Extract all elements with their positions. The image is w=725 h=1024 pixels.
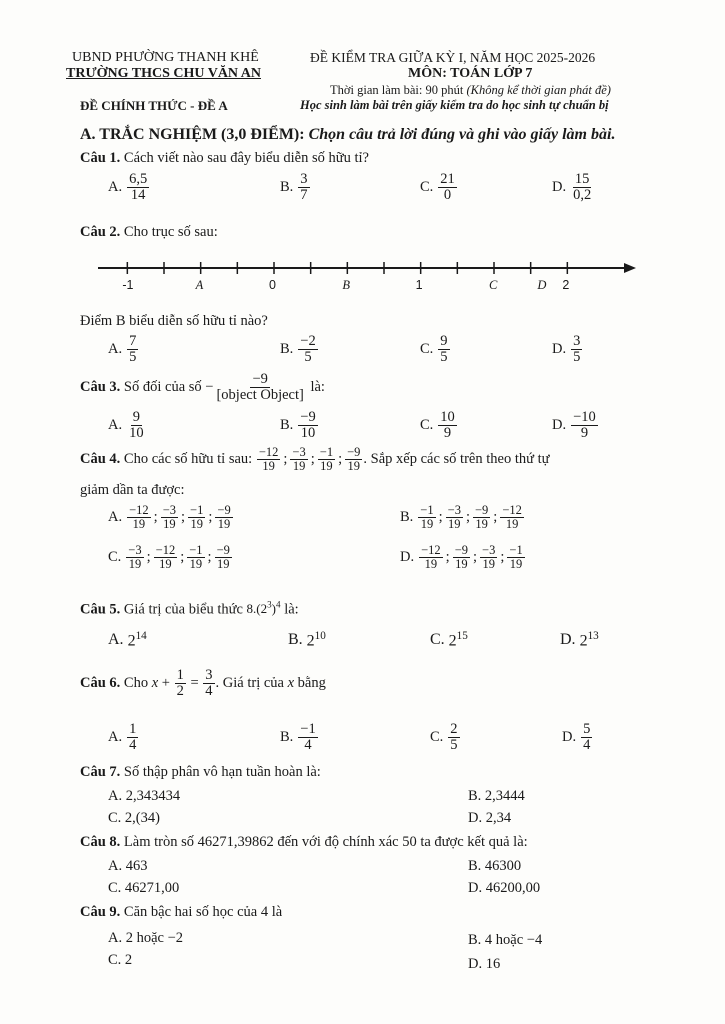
q7-option-b: B. 2,3444 [468, 788, 525, 804]
q5-option-a [108, 630, 147, 650]
q6-n1: 1 [176, 667, 184, 683]
q3-b-num: −9 [300, 409, 316, 425]
q4-d-num-0: −12 [421, 543, 441, 557]
q3-a-label: A. [108, 417, 123, 434]
q5-end: là: [280, 601, 299, 618]
q5-b-label: B. [288, 631, 303, 649]
q4-d-frac-1 [453, 544, 470, 571]
q6-x2: x [287, 675, 295, 692]
q1-c-num: 21 [440, 171, 455, 187]
q4-b-num-1: −3 [447, 503, 461, 517]
q1-a-den: 14 [130, 187, 146, 204]
q4-a-frac-1 [161, 504, 178, 531]
q4-option-a [108, 504, 234, 531]
q4-c-num-0: −3 [128, 543, 142, 557]
q4-c-frac-0 [126, 544, 143, 571]
q4-d-frac-3 [507, 544, 524, 571]
number-line-label-1: A [195, 278, 204, 292]
q3-c-num: 10 [440, 409, 455, 425]
q4-b-frac-3 [500, 504, 524, 531]
q2-option-c [420, 334, 451, 365]
q4-d-sep: ; [473, 549, 478, 566]
q4-c-frac-2 [187, 544, 204, 571]
q4-given-den-3: 19 [347, 459, 361, 474]
q5-expr-inner-exp: 3 [267, 600, 272, 610]
q4-c-sep: ; [146, 549, 151, 566]
number-line-label-2: 0 [269, 278, 276, 292]
q1-c-den: 0 [443, 187, 452, 204]
q4-b-num-0: −1 [420, 503, 434, 517]
q4-b-sep: ; [465, 509, 470, 526]
question-9 [80, 904, 282, 921]
q4-a-sep: ; [153, 509, 158, 526]
q4-a-sep: ; [181, 509, 186, 526]
q4-d-den-2: 19 [482, 557, 495, 572]
q4-d-frac-0 [419, 544, 443, 571]
section-title-text: A. TRẮC NGHIỆM (3,0 ĐIỂM): [80, 126, 309, 143]
q5-c-label: C. [430, 631, 445, 649]
q4-c-sep: ; [207, 549, 212, 566]
q3-d-label: D. [552, 417, 567, 434]
q2-d-den: 5 [573, 349, 581, 366]
exam-time-prefix: Thời gian làm bài: 90 phút [330, 83, 467, 97]
q4-d-frac-2 [480, 544, 497, 571]
q4-c-den-2: 19 [189, 557, 203, 572]
q3-d-den: 9 [580, 425, 589, 442]
q2-option-d [552, 334, 583, 365]
q3-num: −9 [252, 371, 268, 387]
q3-option-d [552, 410, 599, 441]
question-5 [80, 600, 299, 618]
q4-d-num-2: −3 [482, 543, 496, 557]
q2-option-a [108, 334, 139, 365]
q1-a-label: A. [108, 179, 123, 196]
q4-given-num-3: −9 [347, 445, 361, 459]
number-line-label-4: 1 [415, 278, 423, 292]
q6-b-den: 4 [304, 737, 312, 754]
q4-d-den-1: 19 [455, 557, 468, 572]
q2-label: Câu 2. [80, 224, 121, 240]
q3-label: Câu 3. [80, 379, 121, 396]
q8-option-d: D. 46200,00 [468, 880, 541, 896]
q4-b-num-2: −9 [474, 503, 489, 517]
q9-label: Câu 9. [80, 904, 121, 920]
q4-given-frac-1 [290, 446, 307, 473]
q4-c-frac-3 [215, 544, 232, 571]
q4-line2: giảm dần ta được: [80, 482, 185, 498]
q6-b-label: B. [280, 729, 294, 746]
q4-a-den-1: 19 [163, 517, 176, 532]
q3-den: [object Object] [216, 387, 304, 404]
q6-d-num: 5 [583, 721, 591, 737]
q6-x: x [151, 675, 159, 692]
q3-a-den: 10 [129, 425, 144, 442]
q2-sub: Điểm B biểu diễn số hữu tỉ nào? [80, 313, 268, 329]
q4-c-frac-1 [154, 544, 178, 571]
q5-expression [247, 601, 281, 616]
q4-a-den-2: 19 [190, 517, 203, 532]
question-7 [80, 764, 321, 781]
q4-a-frac-3 [215, 504, 232, 531]
q3-d-num: −10 [573, 409, 596, 425]
q9-option-d: D. 16 [468, 956, 501, 972]
q6-d1: 2 [176, 683, 184, 700]
q5-a-label: A. [108, 631, 124, 649]
q4-d-sep: ; [500, 549, 505, 566]
q4-option-d [400, 544, 526, 571]
q6-a-num: 1 [129, 721, 137, 737]
q1-d-num: 15 [574, 171, 590, 187]
q2-a-den: 5 [129, 349, 137, 366]
q9-text: Căn bậc hai số học của 4 là [120, 904, 283, 920]
header-official: ĐỀ CHÍNH THỨC - ĐỀ A [80, 98, 228, 113]
q4-b-fractions [417, 504, 525, 531]
q5-option-d [560, 630, 599, 650]
q4-given-den-1: 19 [292, 459, 306, 474]
q2-d-num: 3 [573, 333, 581, 349]
q1-label: Câu 1. [80, 150, 121, 166]
q3-minus: − [205, 379, 214, 396]
q4-a-num-0: −12 [129, 503, 149, 517]
q4-c-sep: ; [180, 549, 185, 566]
q4-d-num-1: −9 [454, 543, 469, 557]
exam-title: ĐỀ KIỂM TRA GIỮA KỲ I, NĂM HỌC 2025-2026 [310, 50, 596, 65]
q6-label: Câu 6. [80, 675, 121, 692]
q5-a-base: 2 [127, 632, 136, 650]
q6-end2: bằng [294, 675, 326, 692]
q5-option-c [430, 630, 468, 650]
q6-option-b [280, 722, 319, 753]
q4-c-den-1: 19 [159, 557, 172, 572]
q8-option-a: A. 463 [108, 858, 148, 874]
q4-c-fractions [125, 544, 233, 571]
q4-a-den-3: 19 [217, 517, 231, 532]
q2-d-label: D. [552, 341, 567, 358]
q7-text: Số thập phân vô hạn tuần hoàn là: [120, 764, 321, 780]
q4-given-den-0: 19 [262, 459, 275, 474]
q6-text: Cho [120, 675, 152, 692]
q8-text: Làm tròn số 46271,39862 đến với độ chính xác 50 ta được kết quả là: [120, 834, 528, 850]
q4-d-den-3: 19 [509, 557, 523, 572]
q4-b-den-2: 19 [475, 517, 488, 532]
q9-option-c: C. 2 [108, 952, 133, 968]
q4-b-frac-2 [473, 504, 490, 531]
q6-end: . Giá trị của [215, 675, 288, 692]
q4-b-num-3: −12 [502, 503, 522, 517]
q7-option-d: D. 2,34 [468, 810, 512, 826]
q4-b-frac-0 [418, 504, 435, 531]
question-3 [80, 372, 325, 403]
q4-b-label: B. [400, 509, 414, 526]
q3-option-c [420, 410, 458, 441]
q3-c-label: C. [420, 417, 434, 434]
q4-option-b [400, 504, 525, 531]
q8-label: Câu 8. [80, 834, 121, 850]
number-line-label-7: 2 [562, 278, 570, 292]
q5-d-label: D. [560, 631, 576, 649]
q4-given-num-1: −3 [292, 445, 306, 459]
q4-d-den-0: 19 [424, 557, 438, 572]
q6-a-den: 4 [129, 737, 137, 754]
q4-option-c [108, 544, 233, 571]
q4-a-den-0: 19 [132, 517, 146, 532]
q4-label: Câu 4. [80, 451, 121, 468]
section-instruction: Chọn câu trả lời đúng và ghi vào giấy làm bài. [308, 126, 616, 143]
q4-c-num-3: −9 [216, 543, 230, 557]
q4-a-frac-0 [127, 504, 151, 531]
q4-d-label: D. [400, 549, 415, 566]
q4-c-den-3: 19 [216, 557, 230, 572]
question-6 [80, 668, 326, 699]
q4-tail: . Sắp xếp các số trên theo thứ tự [363, 451, 550, 468]
exam-instruction: Học sinh làm bài trên giấy kiểm tra do học sinh tự chuẩn bị [300, 98, 609, 112]
q5-c-base: 2 [448, 632, 457, 650]
q5-expr-close: ) [271, 601, 277, 617]
q5-a-exp: 14 [135, 630, 147, 642]
q3-option-a [108, 410, 147, 441]
q6-d2: 4 [205, 683, 213, 700]
q4-a-sep: ; [208, 509, 213, 526]
q6-d-label: D. [562, 729, 577, 746]
q5-d-exp: 13 [587, 630, 599, 642]
q1-d-den: 0,2 [573, 187, 592, 204]
q4-a-label: A. [108, 509, 123, 526]
q2-c-label: C. [420, 341, 434, 358]
q5-b-exp: 10 [314, 630, 326, 642]
number-line-svg [0, 0, 725, 300]
q2-b-den: 5 [304, 349, 312, 366]
number-line-label-0: -1 [122, 278, 134, 292]
q4-d-sep: ; [445, 549, 450, 566]
q4-a-fractions [126, 504, 234, 531]
q4-given-sep: ; [338, 451, 343, 468]
number-line-label-3: B [342, 278, 350, 292]
q7-option-c: C. 2,(34) [108, 810, 160, 826]
q4-b-frac-1 [446, 504, 463, 531]
q2-b-num: −2 [300, 333, 316, 349]
exam-subject: MÔN: TOÁN LỚP 7 [408, 66, 533, 81]
number-line-arrow [624, 263, 636, 273]
q8-option-b: B. 46300 [468, 858, 522, 874]
q4-given-num-0: −12 [258, 445, 279, 459]
q4-given-sep: ; [310, 451, 315, 468]
q3-b-label: B. [280, 417, 294, 434]
q5-expr-outer-exp: 4 [276, 600, 281, 610]
q9-option-a: A. 2 hoặc −2 [108, 930, 184, 946]
q9-option-b: B. 4 hoặc −4 [468, 932, 543, 948]
q6-c-den: 5 [450, 737, 458, 754]
q1-b-den: 7 [300, 187, 308, 204]
q6-eq: = [186, 675, 203, 692]
q3-a-num: 9 [132, 409, 140, 425]
q4-given-frac-3 [345, 446, 362, 473]
q4-given-frac-0 [257, 446, 281, 473]
q4-b-den-1: 19 [448, 517, 461, 532]
q6-b-num: −1 [300, 721, 316, 737]
q4-a-frac-2 [188, 504, 205, 531]
q3-option-b [280, 410, 319, 441]
number-line [0, 0, 725, 300]
header-school-text: TRƯỜNG THCS CHU VĂN AN [66, 66, 261, 81]
q4-a-num-1: −3 [162, 503, 177, 517]
q6-a-label: A. [108, 729, 123, 746]
q1-b-num: 3 [300, 171, 308, 187]
q4-b-sep: ; [493, 509, 498, 526]
q5-c-exp: 15 [456, 630, 468, 642]
q6-option-d [562, 722, 593, 753]
number-line-label-5: C [489, 278, 498, 292]
q5-b-base: 2 [306, 632, 315, 650]
q6-c-label: C. [430, 729, 444, 746]
q1-c-label: C. [420, 179, 434, 196]
q6-c-num: 2 [450, 721, 458, 737]
q4-c-num-2: −1 [189, 543, 203, 557]
q6-option-a [108, 722, 139, 753]
q1-a-num: 6,5 [129, 171, 148, 187]
q4-text: Cho các số hữu tỉ sau: [120, 451, 256, 468]
q4-c-num-1: −12 [155, 543, 176, 557]
q2-b-label: B. [280, 341, 294, 358]
q3-end: là: [306, 379, 325, 396]
q4-b-den-0: 19 [420, 517, 434, 532]
q4-d-fractions [418, 544, 526, 571]
q4-b-den-3: 19 [505, 517, 519, 532]
q8-option-c: C. 46271,00 [108, 880, 180, 896]
q6-n2: 3 [205, 667, 213, 683]
q4-given-frac-2 [318, 446, 335, 473]
q2-text: Cho trục số sau: [120, 224, 218, 240]
q6-d-den: 4 [583, 737, 591, 754]
q4-given-num-2: −1 [319, 445, 334, 459]
q5-label: Câu 5. [80, 601, 121, 618]
q4-given-den-2: 19 [320, 459, 333, 474]
q2-a-label: A. [108, 341, 123, 358]
q2-c-num: 9 [440, 333, 448, 349]
header-ward: UBND PHƯỜNG THANH KHÊ [72, 50, 259, 65]
q3-b-den: 10 [300, 425, 316, 442]
q1-text: Cách viết nào sau đây biểu diễn số hữu tỉ? [120, 150, 369, 166]
q3-text: Số đối của số [120, 379, 206, 396]
q7-label: Câu 7. [80, 764, 121, 780]
q4-d-num-3: −1 [509, 543, 523, 557]
q5-option-b [288, 630, 326, 650]
q5-expr-base: 8.(2 [246, 601, 268, 617]
q2-a-num: 7 [129, 333, 137, 349]
q6-option-c [430, 722, 461, 753]
q1-d-label: D. [552, 179, 567, 196]
question-8 [80, 834, 528, 851]
q6-plus: + [158, 675, 174, 692]
q5-text: Giá trị của biểu thức [120, 601, 247, 618]
q4-a-num-3: −9 [217, 503, 231, 517]
question-4 [80, 446, 549, 473]
q4-c-den-0: 19 [128, 557, 142, 572]
q4-given-sep: ; [283, 451, 288, 468]
q4-a-num-2: −1 [190, 503, 204, 517]
q3-c-den: 9 [443, 425, 452, 442]
q4-b-sep: ; [438, 509, 443, 526]
q7-option-a: A. 2,343434 [108, 788, 181, 804]
q4-numbers [256, 446, 364, 473]
q2-option-b [280, 334, 319, 365]
q1-b-label: B. [280, 179, 294, 196]
q2-c-den: 5 [440, 349, 448, 366]
exam-time-note: (Không kể thời gian phát đề) [466, 83, 611, 97]
q4-c-label: C. [108, 549, 122, 566]
number-line-label-6: D [537, 278, 547, 292]
q5-d-base: 2 [579, 632, 588, 650]
